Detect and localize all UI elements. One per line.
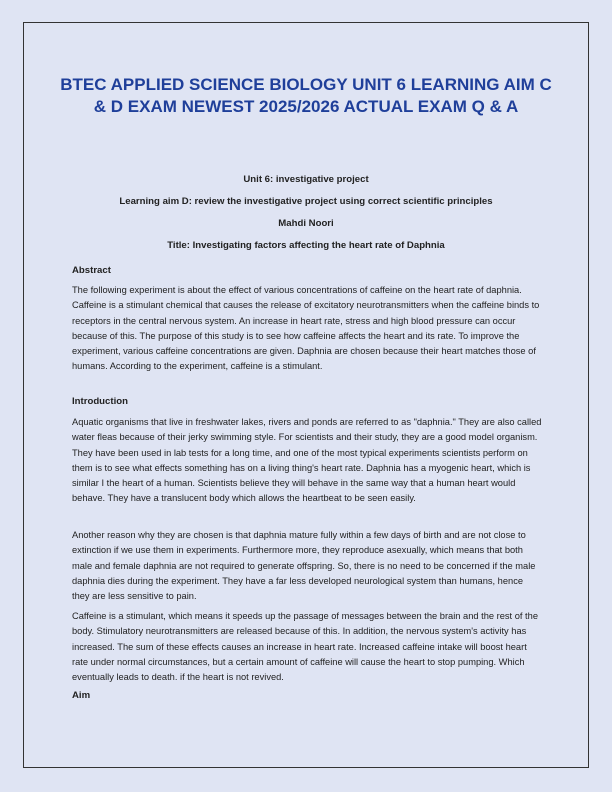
- author-name: Mahdi Noori: [278, 218, 334, 229]
- abstract-paragraph: The following experiment is about the effect of various concentrations of caffeine on the heart rate of daphnia. Caffeine is a stimulant chemical that causes the release of excitatory neurotransmitters when the caffeine binds to receptors in the central nervous system. An increase in heart rate, stress and high blood pressure can occur because of this. The purpose of this study is to see how caffeine affects the heart and its rate. To improve the experiment, various caffeine concentrations are given. Daphnia are chosen because their heart matches those of humans. According to the experiment, caffeine is a stimulant.: [72, 285, 540, 372]
- introduction-paragraph-3: Caffeine is a stimulant, which means it speeds up the passage of messages between the brain and the rest of the body. Stimulatory neurotransmitters are released because of this. In addition, the nervous system's activity has increased. The sum of these effects causes an increase in heart rate. Increased caffeine intake will boost heart rate under normal circumstances, but a certain amount of caffeine will cause the heart to stop pumping. Which eventually leads to death. if the heart is not revived.: [72, 611, 538, 683]
- abstract-heading: Abstract: [72, 265, 111, 276]
- introduction-heading: Introduction: [72, 396, 128, 407]
- project-title: Title: Investigating factors affecting the heart rate of Daphnia: [167, 240, 445, 251]
- introduction-paragraph-1: Aquatic organisms that live in freshwater lakes, rivers and ponds are referred to as "daphnia." They are also called water fleas because of their jerky swimming style. For scientists and their study, they are a good model organism. They have been used in lab tests for a long time, and one of the most typical experiments scientists perform on them is to see what effects something has on a living thing's heart rate. Daphnia has a myogenic heart, which is similar I the heart of a human. Scientists believe they will behave in the same way that a human heart would behave. They have a translucent body which allows the heartbeat to be seen easily.: [72, 417, 542, 504]
- document-title: BTEC APPLIED SCIENCE BIOLOGY UNIT 6 LEARNING AIM C & D EXAM NEWEST 2025/2026 ACTUAL EXAM Q & A: [60, 75, 552, 116]
- unit-line: Unit 6: investigative project: [243, 174, 369, 185]
- learning-aim-line: Learning aim D: review the investigative project using correct scientific principles: [119, 196, 493, 207]
- aim-heading: Aim: [72, 690, 91, 701]
- introduction-paragraph-2: Another reason why they are chosen is that daphnia mature fully within a few days of birth and are not close to extinction if we use them in experiments. Furthermore more, they reproduce asexually, which means that both male and female daphnia are not required to generate offspring. So, there is no need to be concerned if the male daphnia dies during the experiment. They have a far less developed neurological system than humans, hence they are less sensitive to pain.: [72, 530, 536, 602]
